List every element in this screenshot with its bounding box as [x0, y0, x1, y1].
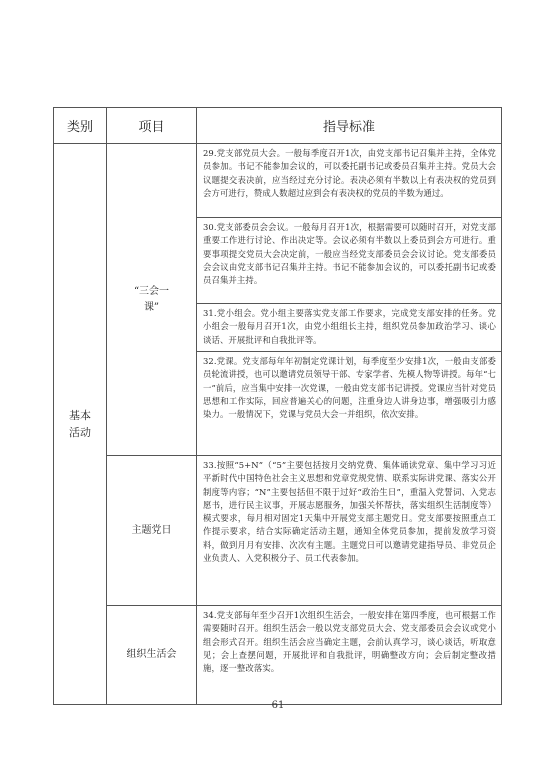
standard-cell — [197, 144, 502, 218]
table-row — [54, 606, 502, 705]
standard-item-34: 34.党支部每年至少召开1次组织生活会，一般安排在第四季度，也可根据工作需要随时召开。组织生活会一般以党支部党员大会、党支部委员会会议或党小组会形式召开。组织生活会应当确定主题，会前认真学习，谈心谈话，听取意见；会上查摆问题，开展批评和自我批评，明确整改方向；会后制定整改措施，逐一整改落实。 — [203, 610, 496, 674]
category-label: 基本活动 — [69, 409, 91, 439]
header-category: 类别 — [54, 108, 107, 144]
table-header-row — [54, 108, 502, 144]
table-row — [54, 144, 502, 218]
standard-item-33: 33.按照“5+N”（“5”主要包括按月交纳党费、集体诵读党章、集中学习习近平新时代中国特色社会主义思想和党章党规党情、联系实际讲党课、落实公开制度等内容；“N”主要包括但不限于过好“政治生日”，重温入党誓词、入党志愿书，进行民主议事，开展志愿服务，加强关怀帮扶，落实组织生活制度等）模式要求，每月相对固定1天集中开展党支部主题党日。党支部要按照重点工作提示要求，结合实际确定活动主题，通知全体党员参加，提前发放学习资料，做到月月有安排、次次有主题。主题党日可以邀请党建指导员、非党员企业负责人、入党积极分子、员工代表参加。 — [203, 460, 496, 564]
standard-item-31: 31.党小组会。党小组主要落实党支部工作要求，完成党支部安排的任务。党小组会一般每月召开1次，由党小组组长主持，组织党员参加政治学习、谈心谈话、开展批评和自我批评等。 — [203, 308, 496, 345]
standard-item-29: 29.党支部党员大会。一般每季度召开1次，由党支部书记召集并主持，全体党员参加。书记不能参加会议的，可以委托副书记或委员召集并主持。党员大会议题提交表决前，应当经过充分讨论。表决必须有半数以上有表决权的党员到会方可进行，赞成人数超过应到会有表决权的党员的半数为通过。 — [203, 148, 496, 198]
project-label: 组织生活会 — [126, 649, 177, 660]
standard-cell — [197, 606, 502, 705]
standard-item-30: 30.党支部委员会会议。一般每月召开1次，根据需要可以随时召开，对党支部重要工作进行讨论、作出决定等。会议必须有半数以上委员到会方可进行。重要事项提交党员大会决定前，一般应当经党支部委员会会议讨论。党支部委员会会议由党支部书记召集并主持。书记不能参加会议的，可以委托副书记或委员召集并主持。 — [203, 222, 496, 286]
standard-cell — [197, 218, 502, 304]
table-row — [54, 456, 502, 606]
header-standard: 指导标准 — [197, 108, 502, 144]
standard-cell — [197, 456, 502, 606]
page-number: 61 — [271, 700, 285, 711]
standard-cell — [197, 304, 502, 352]
project-cell — [107, 144, 197, 456]
standard-cell — [197, 352, 502, 456]
category-cell — [54, 144, 107, 705]
project-cell — [107, 606, 197, 705]
project-cell — [107, 456, 197, 606]
project-label: 主题党日 — [131, 524, 172, 536]
standard-item-32: 32.党课。党支部每年年初制定党课计划，每季度至少安排1次，一般由支部委员轮流讲授，也可以邀请党员领导干部、专家学者、先模人物等讲授。每年“七一”前后，应当集中安排一次党课，一般由党支部书记讲授。党课应当针对党员思想和工作实际，回应普遍关心的问题，注重身边人讲身边事，增强吸引力感染力。一般情况下，党课与党员大会一并组织，依次安排。 — [203, 356, 496, 420]
header-project: 项目 — [107, 108, 197, 144]
guidance-standards-table — [53, 107, 502, 705]
project-label: “三会一课” — [133, 285, 170, 313]
